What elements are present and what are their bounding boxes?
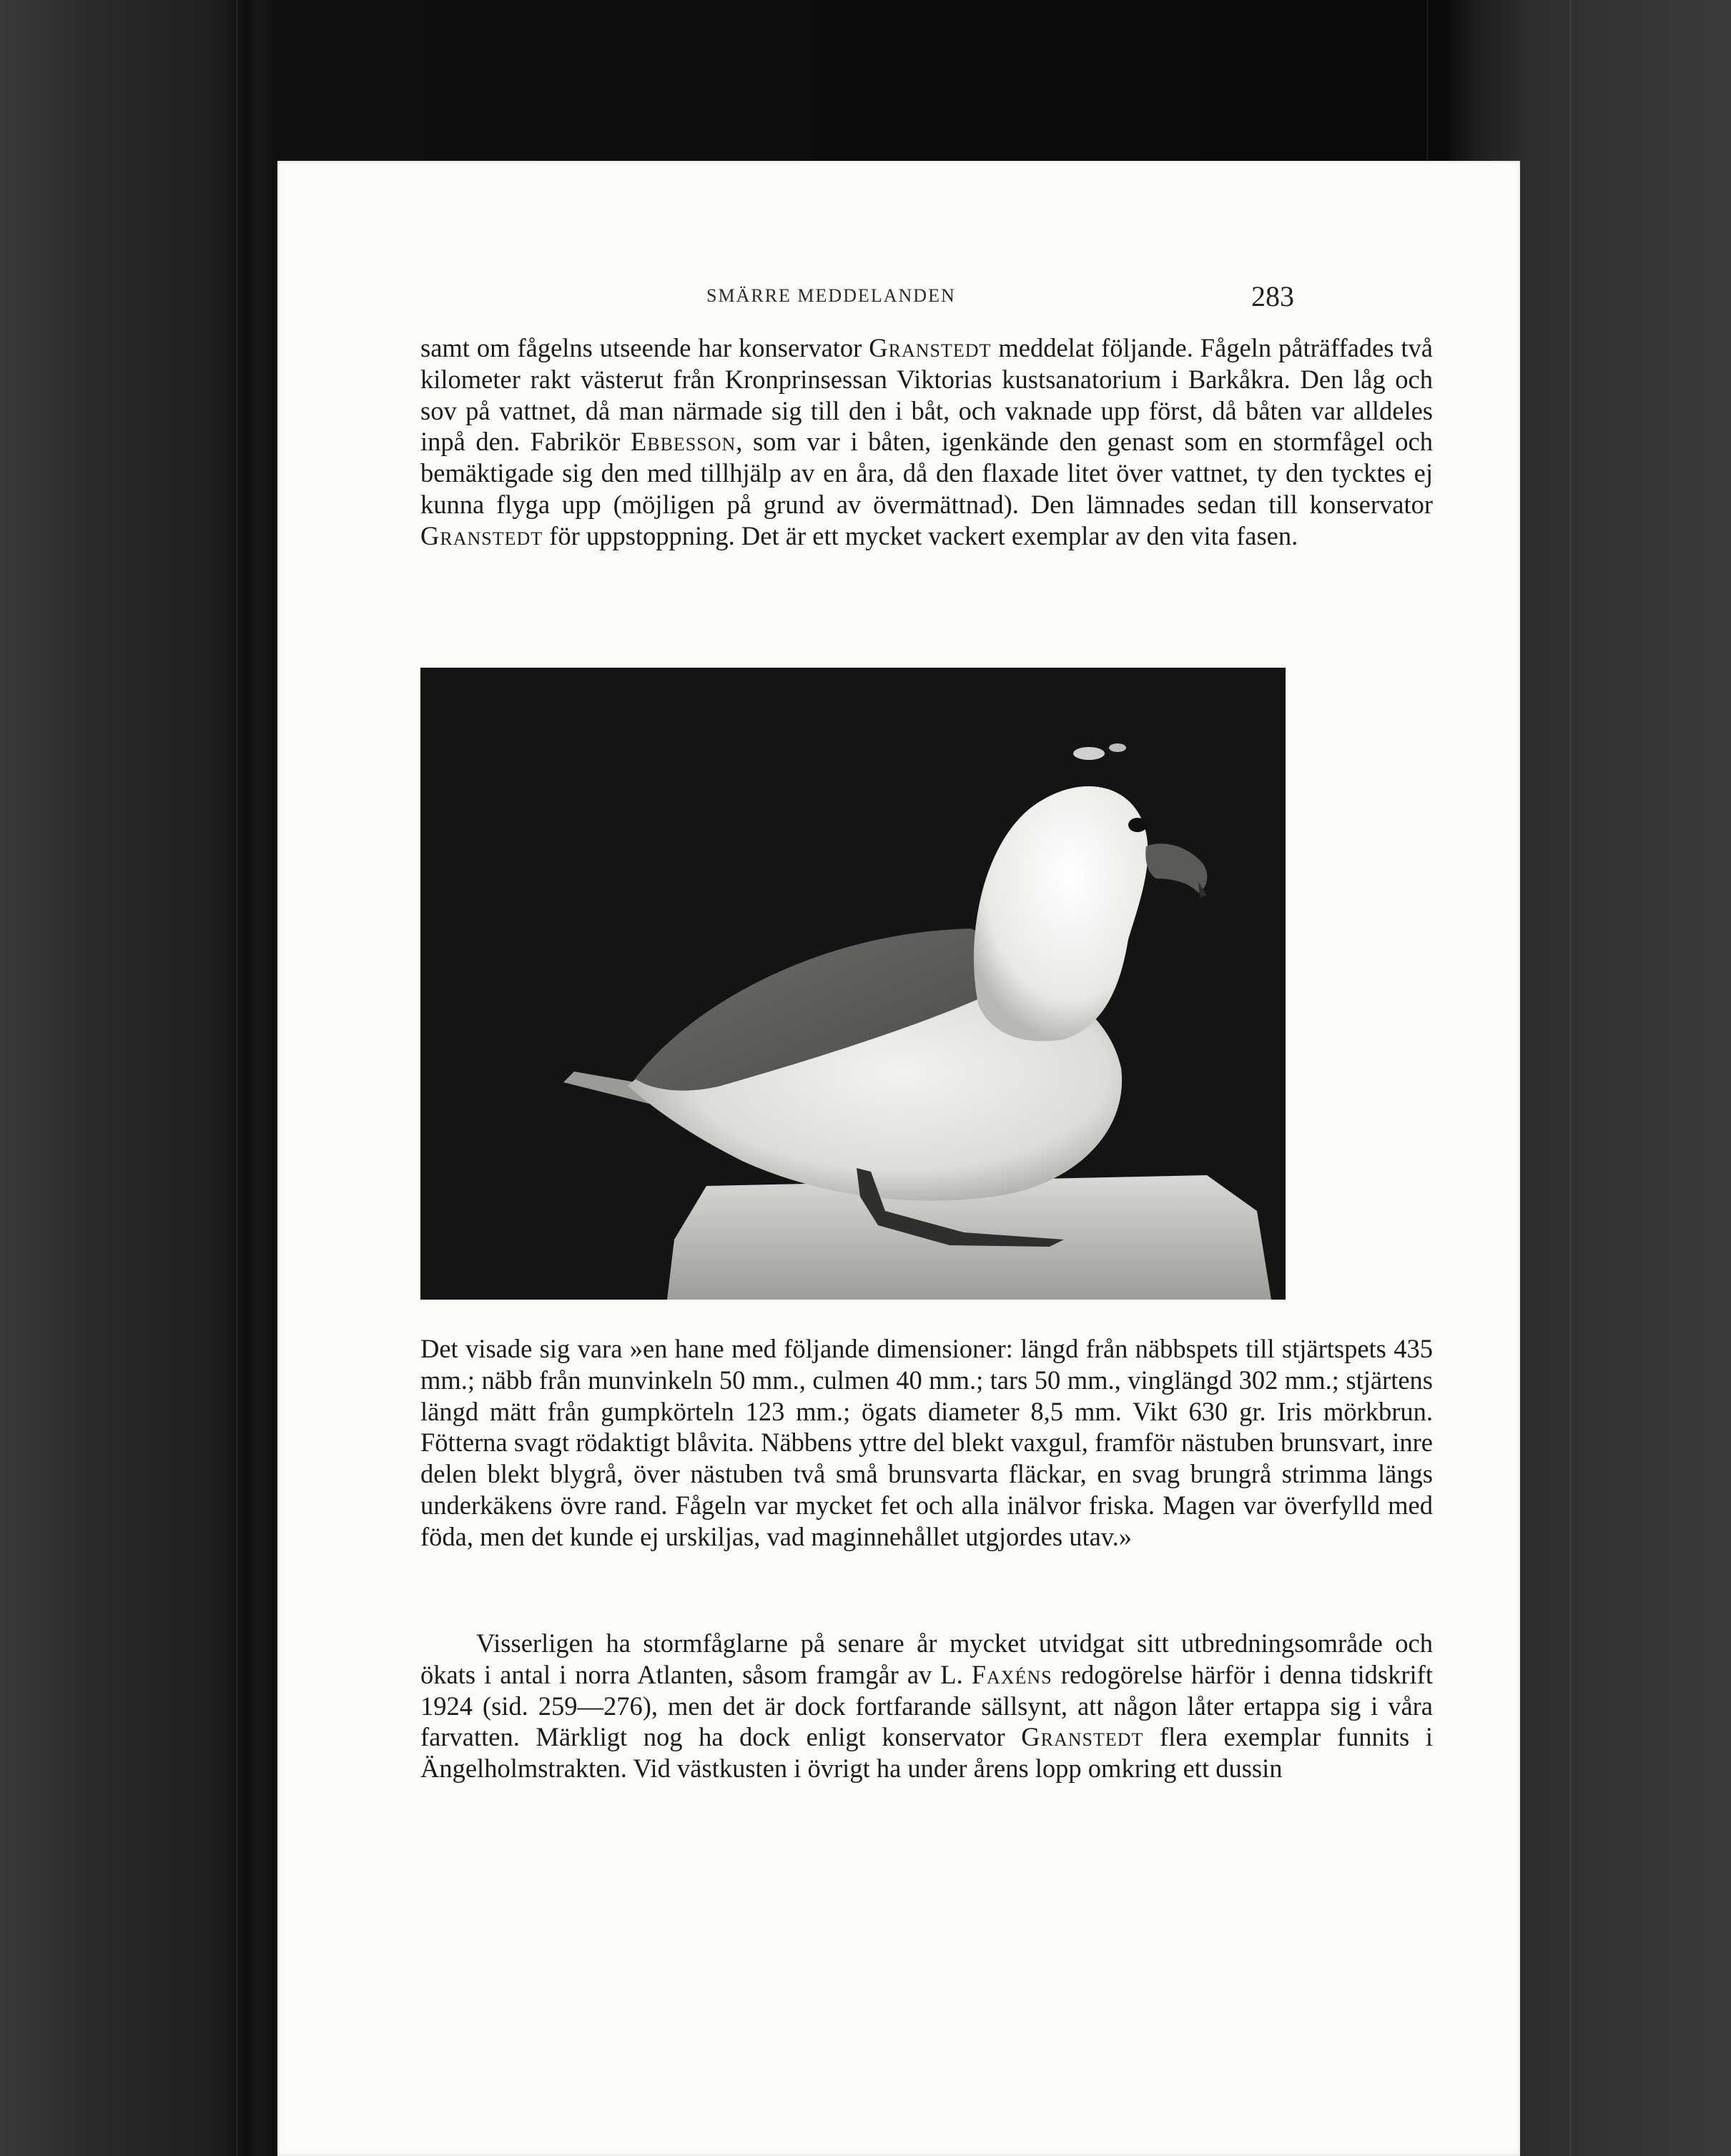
page-number: 283 bbox=[1251, 280, 1294, 312]
person-name: Ebbesson bbox=[630, 427, 736, 457]
paragraph-intro bbox=[420, 332, 1433, 552]
scanned-page bbox=[277, 161, 1520, 2156]
fulmar-photograph bbox=[420, 668, 1286, 1300]
text-run: flera exemplar funnits i Ängelholmstrakten. Vid västkusten i övrigt ha under årens lopp omkring ett dussin bbox=[420, 1722, 1433, 1784]
text-run: , som var i båten, igenkände den genast som en stormfågel och bemäktigade sig den med tillhjälp av en åra, då den flaxade litet över vattnet, ty den tycktes ej kunna flyga upp (möjligen på grund av övermättnad). Den lämnades sedan till konservator bbox=[420, 427, 1433, 519]
running-head bbox=[277, 280, 1520, 314]
paragraph-measurements: Det visade sig vara »en hane med följande dimensioner: längd från näbbspets till stjärtspets 435 mm.; näbb från munvinkeln 50 mm., culmen 40 mm.; tars 50 mm., vinglängd 302 mm.; stjärtens längd mätt från gumpkörteln 123 mm.; ögats diameter 8,5 mm. Vikt 630 gr. Iris mörkbrun. Fötterna svagt rödaktigt blåvita. Näbbens yttre del blekt vaxgul, framför nästuben brunsvart, inre delen blekt blygrå, över nästuben två små brunsvarta fläckar, en svag brungrå strimma längs underkäkens övre rand. Fågeln var mycket fet och alla inälvor friska. Magen var överfylld med föda, men det kunde ej urskiljas, vad maginnehållet utgjordes utav.» bbox=[420, 1334, 1433, 1551]
scan-streak bbox=[236, 0, 238, 2156]
person-name: Granstedt bbox=[1021, 1722, 1144, 1752]
bird-illustration bbox=[420, 668, 1286, 1300]
text-run: Visserligen ha stormfåglarne på senare år mycket utvidgat sitt utbredningsområde och ökats i antal i norra Atlanten, såsom framgår av L. bbox=[420, 1628, 1433, 1689]
running-title: SMÄRRE MEDDELANDEN bbox=[706, 285, 956, 306]
text-run: för uppstoppning. Det är ett mycket vackert exemplar av den vita fasen. bbox=[543, 520, 1298, 550]
text-run: redogörelse härför i denna tidskrift 1924 (sid. 259—276), men det är dock fortfarande sällsynt, att någon låter ertappa sig i våra farvatten. Märkligt nog ha dock enligt konservator bbox=[420, 1659, 1433, 1752]
text-run: samt om fågelns utseende har konservator bbox=[420, 333, 869, 362]
text-run: meddelat följande. Fågeln påträffades två kilometer rakt västerut från Kronprinsessan Viktorias kustsanatorium i Barkåkra. Den låg och sov på vattnet, då man närmade sig till den i båt, och vaknade upp först, då båten var alldeles inpå den. Fabrikör bbox=[420, 333, 1434, 457]
person-name: Faxéns bbox=[971, 1659, 1052, 1689]
paragraph-distribution bbox=[420, 1628, 1433, 1784]
person-name: Granstedt bbox=[869, 333, 992, 362]
scan-streak bbox=[1569, 0, 1572, 2156]
person-name: Granstedt bbox=[420, 520, 543, 550]
